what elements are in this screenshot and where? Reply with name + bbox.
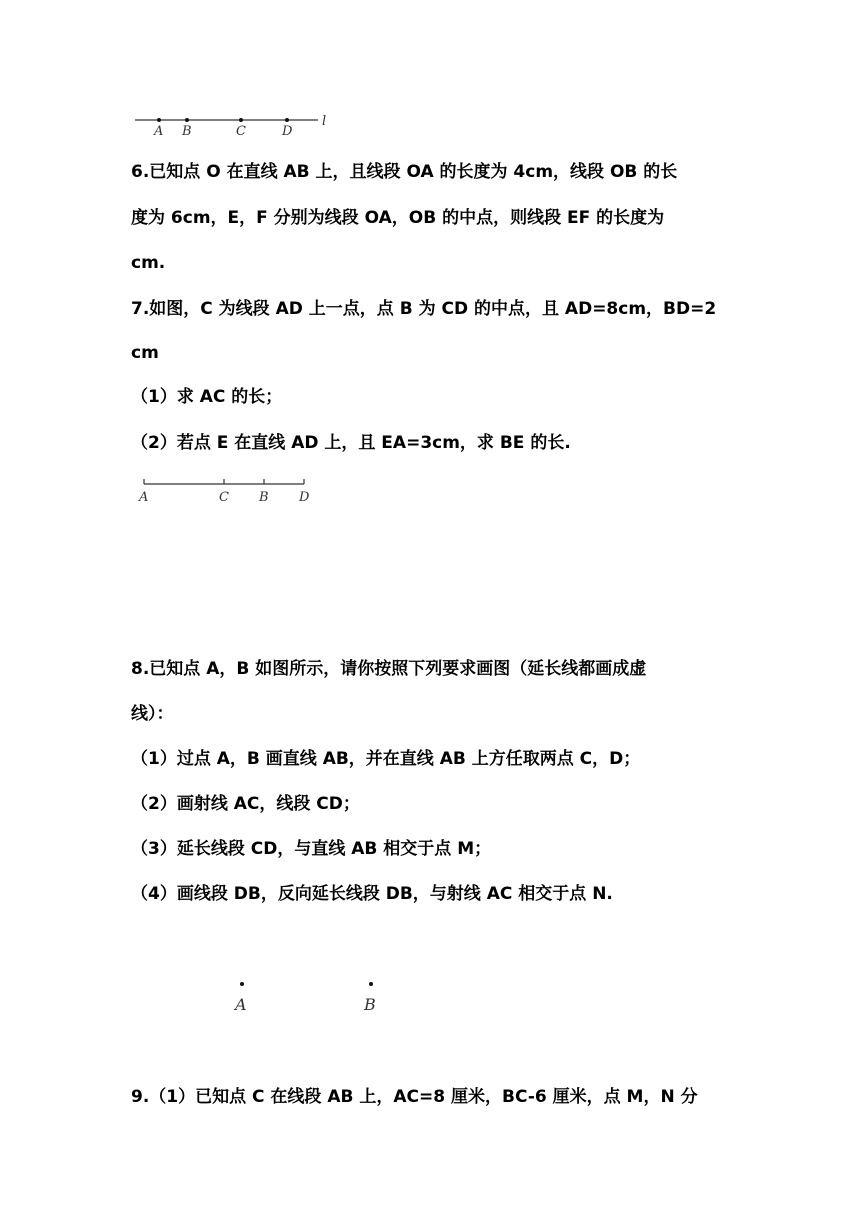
point-d-dot	[285, 118, 289, 122]
points-ab-figure	[220, 975, 400, 1015]
q6-line-1: 6.已知点 O 在直线 AB 上，且线段 OA 的长度为 4cm，线段 OB 的长	[131, 162, 678, 182]
q8-line-1: 8.已知点 A，B 如图所示，请你按照下列要求画图（延长线都画成虚	[131, 659, 647, 679]
q8-part-4: （4）画线段 DB，反向延长线段 DB，与射线 AC 相交于点 N.	[131, 884, 613, 904]
q8-line-2: 线）：	[131, 704, 174, 724]
segment-label-d: D	[299, 490, 310, 505]
point-a-dot	[240, 982, 244, 986]
point-b-label: B	[364, 995, 376, 1014]
q8-part-1: （1）过点 A，B 画直线 AB，并在直线 AB 上方任取两点 C，D；	[131, 749, 641, 769]
q8-part-2: （2）画射线 AC，线段 CD；	[131, 794, 360, 814]
point-a-label: A	[154, 124, 164, 139]
q7-line-1: 7.如图，C 为线段 AD 上一点，点 B 为 CD 的中点，且 AD=8cm，BD=2	[131, 299, 717, 319]
point-c-dot	[239, 118, 243, 122]
point-c-label: C	[236, 124, 246, 139]
q7-part-1: （1）求 AC 的长；	[131, 387, 283, 407]
segment-acbd-figure	[135, 474, 325, 506]
q7-line-2: cm	[131, 343, 159, 363]
point-a-dot	[157, 118, 161, 122]
q6-line-2: 度为 6cm，E，F 分别为线段 OA，OB 的中点，则线段 EF 的长度为	[131, 208, 665, 228]
q6-line-3: cm.	[131, 253, 166, 273]
point-b-label: B	[182, 124, 192, 139]
segment-label-b: B	[259, 490, 269, 505]
segment-label-c: C	[219, 490, 229, 505]
segment-label-a: A	[139, 490, 149, 505]
line-l-label: l	[322, 114, 327, 129]
q7-part-2: （2）若点 E 在直线 AD 上，且 EA=3cm，求 BE 的长.	[131, 433, 571, 453]
line-l-figure	[130, 108, 340, 140]
point-b-dot	[185, 118, 189, 122]
q8-part-3: （3）延长线段 CD，与直线 AB 相交于点 M；	[131, 839, 492, 859]
point-d-label: D	[282, 124, 293, 139]
point-a-label: A	[235, 995, 247, 1014]
point-b-dot	[369, 982, 373, 986]
q9-line-1: 9.（1）已知点 C 在线段 AB 上，AC=8 厘米，BC-6 厘米，点 M，N 分	[131, 1087, 698, 1107]
